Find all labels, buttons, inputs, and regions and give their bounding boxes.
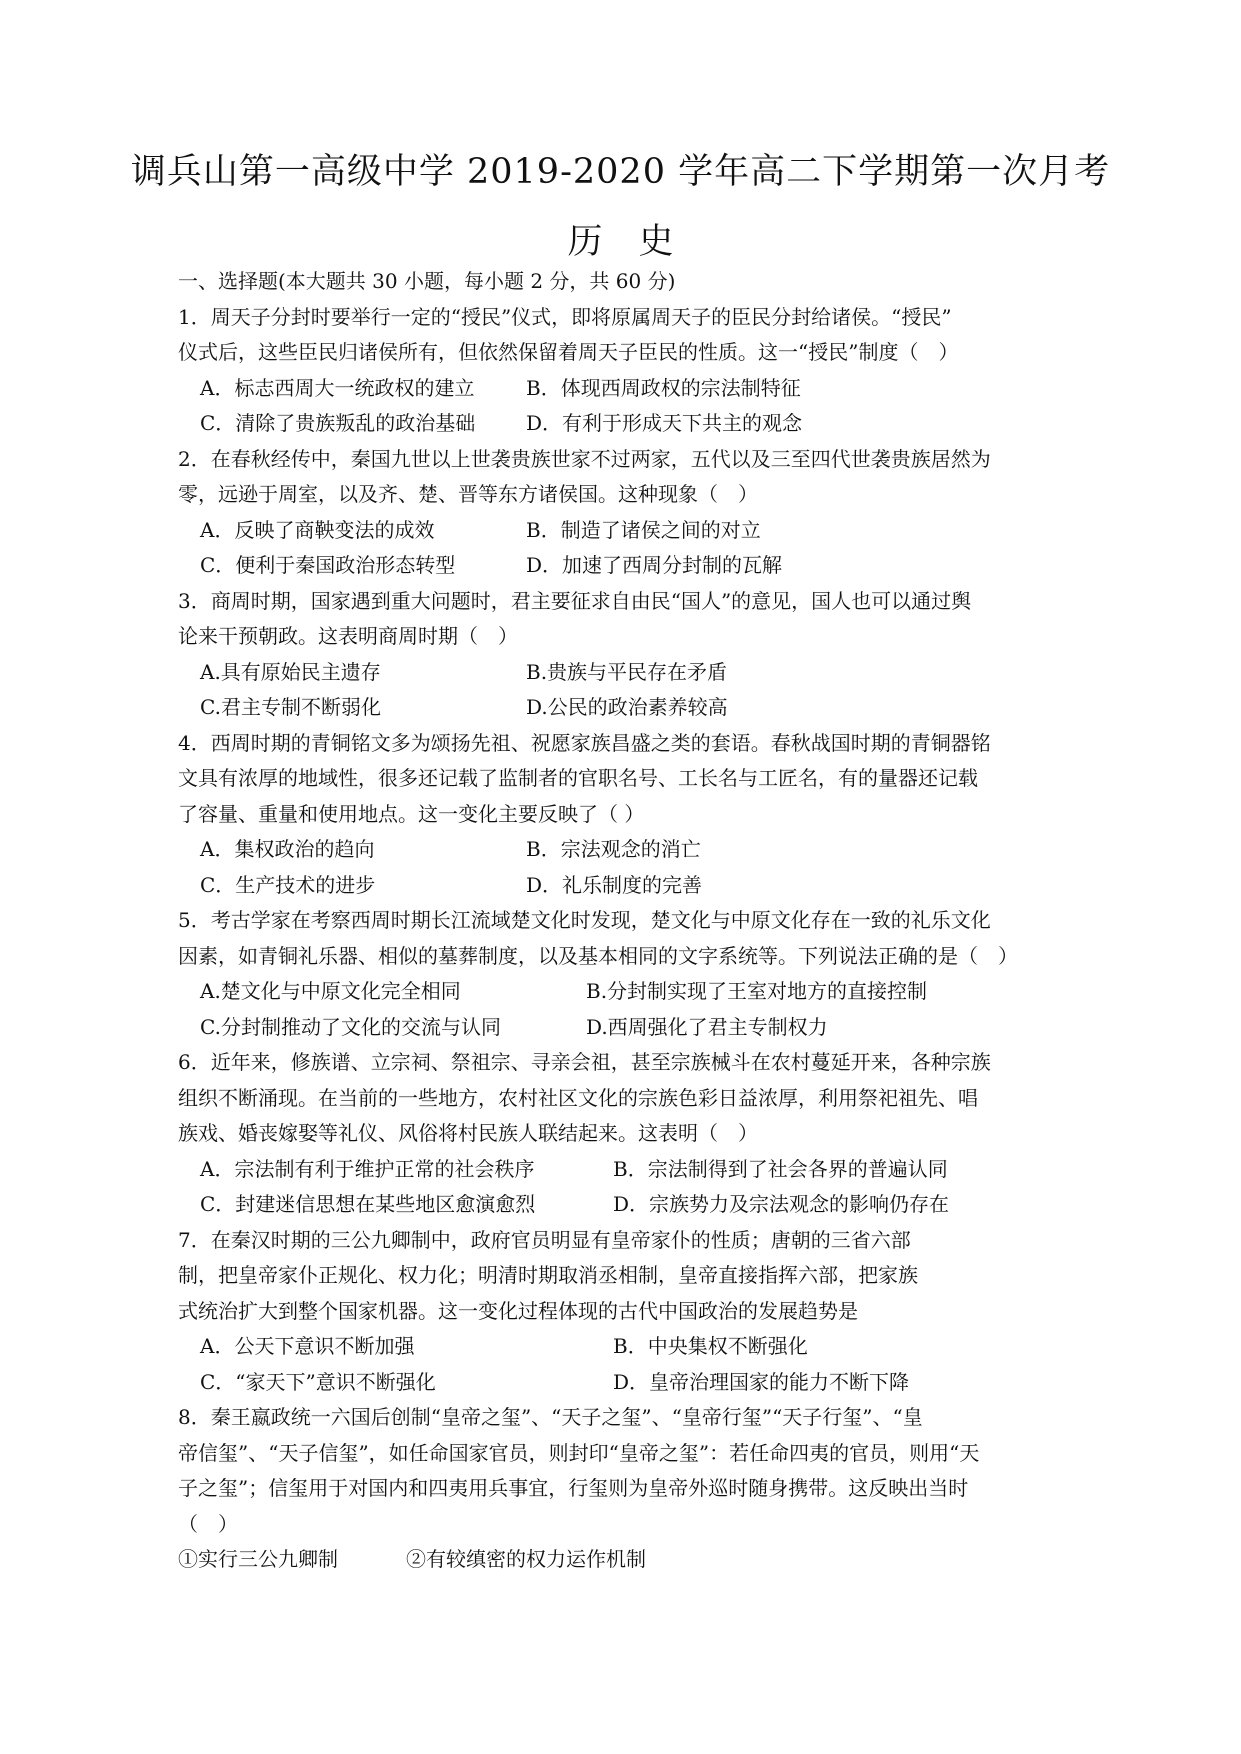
question-text: 式统治扩大到整个国家机器。这一变化过程体现的古代中国政治的发展趋势是 [178, 1298, 858, 1323]
exam-title: 调兵山第一高级中学 2019-2020 学年高二下学期第一次月考 [130, 152, 1111, 192]
option-a: A.具有原始民主遗存 [200, 659, 381, 684]
question-text: 3．商周时期，国家遇到重大问题时，君主要征求自由民“国人”的意见，国人也可以通过舆 [178, 588, 972, 613]
option-a: A．标志西周大一统政权的建立 [200, 375, 475, 400]
option-c: C．生产技术的进步 [200, 872, 376, 897]
question-8 [178, 1400, 1078, 1578]
question-text: 族戏、婚丧嫁娶等礼仪、风俗将村民族人联结起来。这表明（ ） [178, 1121, 758, 1145]
question-text: 1．周天子分封时要举行一定的“授民”仪式，即将原属周天子的臣民分封给诸侯。“授民” [178, 304, 952, 329]
option-d: D．宗族势力及宗法观念的影响仍存在 [613, 1192, 950, 1216]
section-heading: 一、选择题(本大题共 30 小题，每小题 2 分，共 60 分) [178, 269, 676, 293]
question-text: 了容量、重量和使用地点。这一变化主要反映了（ ） [178, 801, 645, 826]
option-d: D.西周强化了君主专制权力 [586, 1014, 828, 1039]
option-b: B．宗法制得到了社会各界的普遍认同 [613, 1156, 948, 1181]
question-text: 制，把皇帝家仆正规化、权力化；明清时期取消丞相制，皇帝直接指挥六部，把家族 [178, 1263, 918, 1287]
question-text: 帝信玺”、“天子信玺”，如任命国家官员，则封印“皇帝之玺”：若任命四夷的官员，则用“天 [178, 1440, 980, 1465]
option-a: A．公天下意识不断加强 [200, 1334, 415, 1358]
question-6 [178, 1045, 1078, 1223]
question-text: 6．近年来，修族谱、立宗祠、祭祖宗、寻亲会祖，甚至宗族械斗在农村蔓延开来，各种宗族 [178, 1050, 991, 1074]
option-c: C．清除了贵族叛乱的政治基础 [200, 411, 476, 435]
question-1 [178, 300, 1078, 442]
statement-2: ②有较缜密的权力运作机制 [406, 1547, 646, 1571]
option-row [178, 1152, 1078, 1188]
option-row [178, 371, 1078, 407]
option-b: B．制造了诸侯之间的对立 [526, 517, 761, 542]
option-d: D．礼乐制度的完善 [526, 872, 703, 897]
question-text: 仪式后，这些臣民归诸侯所有，但依然保留着周天子臣民的性质。这一“授民”制度（ ） [178, 340, 959, 364]
option-b: B．中央集权不断强化 [613, 1334, 808, 1358]
option-c: C.分封制推动了文化的交流与认同 [200, 1014, 501, 1039]
option-row [178, 1010, 1078, 1046]
option-b: B．体现西周政权的宗法制特征 [526, 375, 801, 400]
option-row [178, 974, 1078, 1010]
option-b: B.分封制实现了王室对地方的直接控制 [586, 979, 928, 1003]
option-c: C．“家天下”意识不断强化 [200, 1369, 436, 1394]
option-c: C．便利于秦国政治形态转型 [200, 553, 456, 577]
question-text: （ ） [178, 1511, 238, 1536]
question-text: 论来干预朝政。这表明商周时期（ ） [178, 624, 518, 648]
subject-title: 历史 [567, 222, 710, 262]
question-text: 零，远逊于周室，以及齐、楚、晋等东方诸侯国。这种现象（ ） [178, 482, 758, 506]
question-text: 7．在秦汉时期的三公九卿制中，政府官员明显有皇帝家仆的性质；唐朝的三省六部 [178, 1227, 911, 1252]
option-row [178, 690, 1078, 726]
option-d: D．皇帝治理国家的能力不断下降 [613, 1369, 910, 1394]
option-row [178, 548, 1078, 584]
option-b: B．宗法观念的消亡 [526, 837, 701, 861]
question-content [178, 264, 1078, 1578]
option-a: A．反映了商鞅变法的成效 [200, 517, 435, 542]
option-d: D．有利于形成天下共主的观念 [526, 411, 803, 435]
option-row [178, 1365, 1078, 1401]
option-row [178, 1329, 1078, 1365]
option-d: D.公民的政治素养较高 [526, 695, 728, 719]
question-text: 5．考古学家在考察西周时期长江流域楚文化时发现，楚文化与中原文化存在一致的礼乐文化 [178, 908, 991, 932]
question-3 [178, 584, 1078, 726]
question-text: 子之玺”；信玺用于对国内和四夷用兵事宜，行玺则为皇帝外巡时随身携带。这反映出当时 [178, 1476, 969, 1500]
question-7 [178, 1223, 1078, 1401]
question-5 [178, 903, 1078, 1045]
question-text: 2．在春秋经传中，秦国九世以上世袭贵族世家不过两家，五代以及三至四代世袭贵族居然为 [178, 446, 991, 471]
question-text: 文具有浓厚的地域性，很多还记载了监制者的官职名号、工长名与工匠名，有的量器还记载 [178, 766, 978, 790]
option-a: A．集权政治的趋向 [200, 837, 375, 861]
option-d: D．加速了西周分封制的瓦解 [526, 553, 783, 577]
question-4 [178, 726, 1078, 904]
option-c: C．封建迷信思想在某些地区愈演愈烈 [200, 1192, 536, 1216]
option-a: A．宗法制有利于维护正常的社会秩序 [200, 1156, 535, 1181]
question-2 [178, 442, 1078, 584]
option-row [178, 868, 1078, 904]
statement-1: ①实行三公九卿制 [178, 1547, 338, 1571]
question-text: 组织不断涌现。在当前的一些地方，农村社区文化的宗族色彩日益浓厚，利用祭祀祖先、唱 [178, 1085, 978, 1110]
option-c: C.君主专制不断弱化 [200, 695, 381, 719]
statement-row [178, 1542, 1078, 1578]
option-a: A.楚文化与中原文化完全相同 [200, 979, 461, 1003]
option-row [178, 655, 1078, 691]
option-row [178, 513, 1078, 549]
option-row [178, 406, 1078, 442]
question-text: 因素，如青铜礼乐器、相似的墓葬制度，以及基本相同的文字系统等。下列说法正确的是（ ） [178, 943, 1018, 968]
option-row [178, 1187, 1078, 1223]
option-b: B.贵族与平民存在矛盾 [526, 659, 728, 684]
question-text: 4．西周时期的青铜铭文多为颂扬先祖、祝愿家族昌盛之类的套语。春秋战国时期的青铜器铭 [178, 730, 991, 755]
question-text: 8．秦王嬴政统一六国后创制“皇帝之玺”、“天子之玺”、“皇帝行玺”“天子行玺”、“皇 [178, 1405, 923, 1429]
option-row [178, 832, 1078, 868]
